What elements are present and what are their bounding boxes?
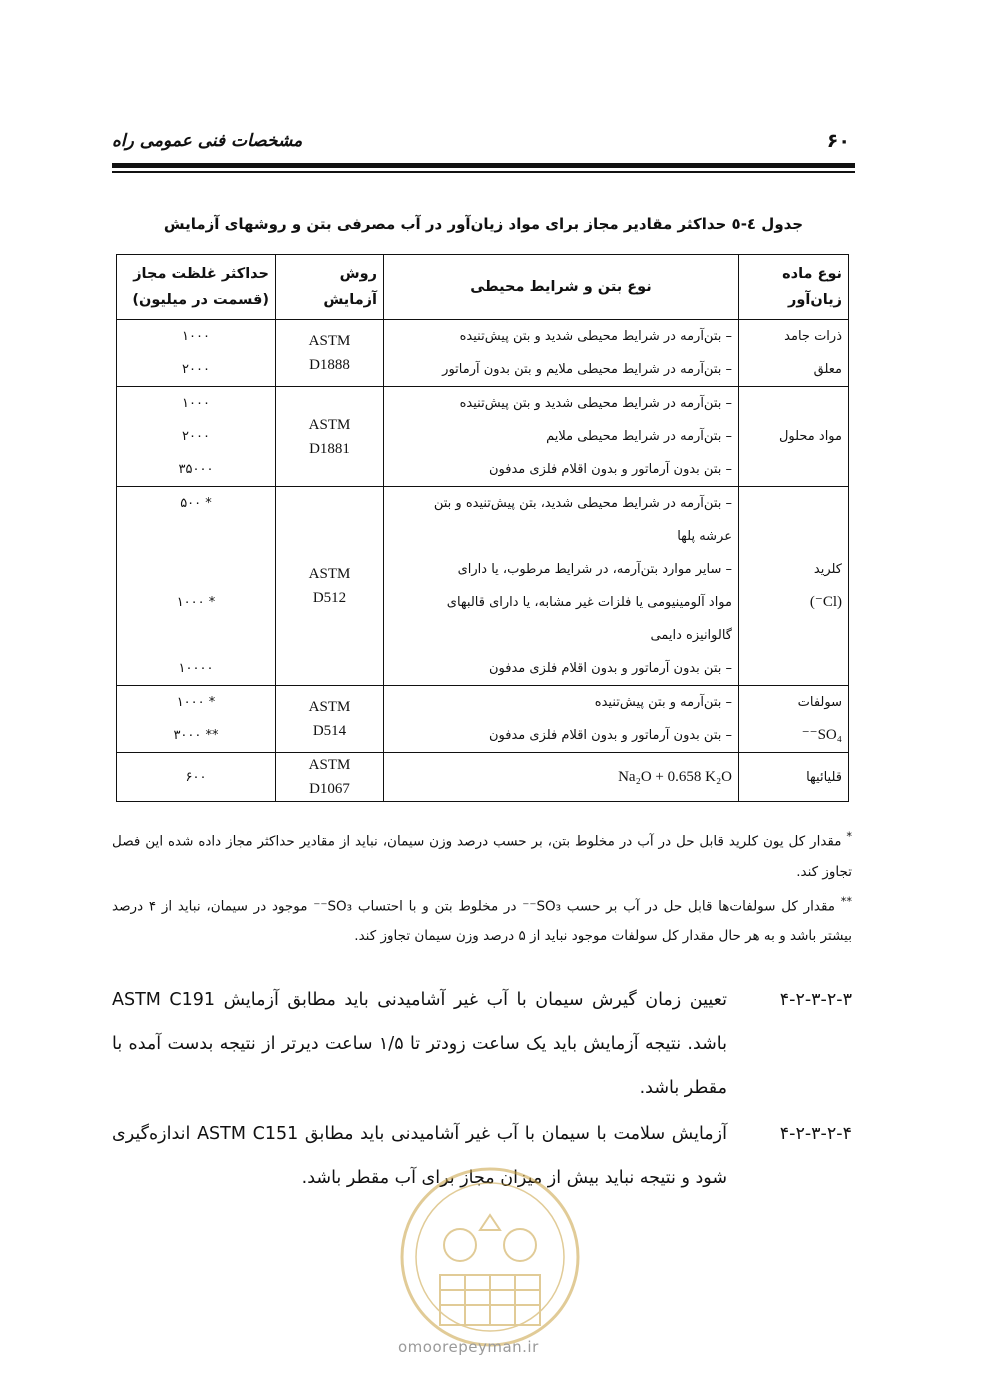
page-number: ۶۰ bbox=[826, 130, 850, 152]
table-row-chloride bbox=[117, 487, 849, 686]
clause-text: تعیین زمان گیرش سیمان با آب غیر آشامیدنی باید مطابق آزمایش ASTM C191 باشد. نتیجه آزمایش باید یک ساعت زودتر تا ۱/۵ ساعت دیرتر از نتیجه بدست آمده با مقطر باشد. bbox=[112, 990, 728, 1098]
cell-conditions: – بتن‌آرمه در شرایط محیطی شدید، بتن پیش‌تنیده و بتن عرشه پلها – سایر موارد بتن‌آرمه، در شرایط مرطوب، یا دارای مواد آلومینیومی یا فلزات غیر مشابه، یا دارای قالبهای گالوانیزه دایمی – بتن بدون آرماتور و بدون اقلام فلزی مدفون bbox=[384, 487, 739, 686]
clause-text: آزمایش سلامت با سیمان با آب غیر آشامیدنی باید مطابق ASTM C151 اندازه‌گیری شود و نتیجه نباید بیش از میزان مجاز برای آب مقطر باشد. bbox=[112, 1124, 727, 1188]
cell-limit: * ۵۰۰ * ۱۰۰۰ ۱۰۰۰۰ bbox=[117, 487, 276, 686]
table-row-sulfate bbox=[117, 686, 849, 753]
cell-type: سولفات SO₄⁻⁻ bbox=[739, 686, 849, 753]
cell-limit: ۶۰۰ bbox=[117, 753, 276, 802]
clause-number: ۴-۲-۳-۲-۴ bbox=[779, 1124, 852, 1144]
water-limits-table bbox=[116, 254, 849, 802]
header-limit: حداکثر غلظت مجاز (قسمت در میلیون) bbox=[117, 255, 276, 320]
table-row-alkalis bbox=[117, 753, 849, 802]
cell-conditions: – بتن‌آرمه در شرایط محیطی شدید و بتن پیش‌تنیده – بتن‌آرمه در شرایط محیطی ملایم و بتن بدون آرماتور bbox=[384, 320, 739, 387]
cell-limit: ۱۰۰۰ ۲۰۰۰ ۳۵۰۰۰ bbox=[117, 387, 276, 487]
cell-conditions: – بتن‌آرمه در شرایط محیطی شدید و بتن پیش‌تنیده – بتن‌آرمه در شرایط محیطی ملایم – بتن بدون آرماتور و بدون اقلام فلزی مدفون bbox=[384, 387, 739, 487]
cell-method: ASTM D1881 bbox=[276, 387, 384, 487]
watermark-site: omoorepeyman.ir bbox=[398, 1338, 539, 1356]
cell-type: ذرات جامد معلق bbox=[739, 320, 849, 387]
header-method: روش آزمایش bbox=[276, 255, 384, 320]
cell-type: مواد محلول bbox=[739, 387, 849, 487]
footnote-chloride: * مقدار کل یون کلرید قابل حل در آب در مخلوط بتن، بر حسب درصد وزن سیمان، نباید از مقادیر حداکثر مجاز داده شده این فصل تجاوز کند. bbox=[112, 830, 852, 880]
clause-setting-time bbox=[112, 978, 852, 1110]
cell-type: کلرید (Cl⁻) bbox=[739, 487, 849, 686]
header-rule-thick bbox=[112, 163, 855, 168]
footnote-sulfate: ** مقدار کل سولفات‌ها قابل حل در آب بر حسب SO₃⁻⁻ در مخلوط بتن و با احتساب SO₃⁻⁻ موجود در سیمان، نباید از ۴ درصد بیشتر باشد و به هر حال مقدار کل سولفات موجود نباید از ۵ درصد وزن سیمان تجاوز کند. bbox=[112, 894, 853, 944]
cell-method: ASTM D1888 bbox=[276, 320, 384, 387]
cell-method: ASTM D512 bbox=[276, 487, 384, 686]
header-conditions: نوع بتن و شرایط محیطی bbox=[384, 255, 739, 320]
cell-conditions: – بتن‌آرمه و بتن پیش‌تنیده – بتن بدون آرماتور و بدون اقلام فلزی مدفون bbox=[384, 686, 739, 753]
cell-type: قلیائیها bbox=[739, 753, 849, 802]
header-type: نوع ماده زیان‌آور bbox=[739, 255, 849, 320]
table-header-row bbox=[117, 255, 849, 320]
table-footnotes bbox=[112, 822, 852, 951]
clause-number: ۴-۲-۳-۲-۳ bbox=[779, 990, 852, 1010]
table-caption: جدول ٤-٥ حداکثر مقادیر مجاز برای مواد زیان‌آور در آب مصرفی بتن و روشهای آزمایش bbox=[163, 215, 804, 233]
cell-conditions: Na₂O + 0.658 K₂O bbox=[384, 753, 739, 802]
running-title: مشخصات فنی عمومی راه bbox=[112, 131, 303, 151]
cell-method: ASTM D514 bbox=[276, 686, 384, 753]
cell-limit: ۱۰۰۰ ۲۰۰۰ bbox=[117, 320, 276, 387]
table-row-suspended-solids bbox=[117, 320, 849, 387]
table-row-dissolved-solids bbox=[117, 387, 849, 487]
watermark-logo-icon bbox=[385, 1145, 595, 1360]
cell-limit: * ۱۰۰۰ ** ۳۰۰۰ bbox=[117, 686, 276, 753]
header-rule-thin bbox=[112, 171, 855, 173]
cell-method: ASTM D1067 bbox=[276, 753, 384, 802]
